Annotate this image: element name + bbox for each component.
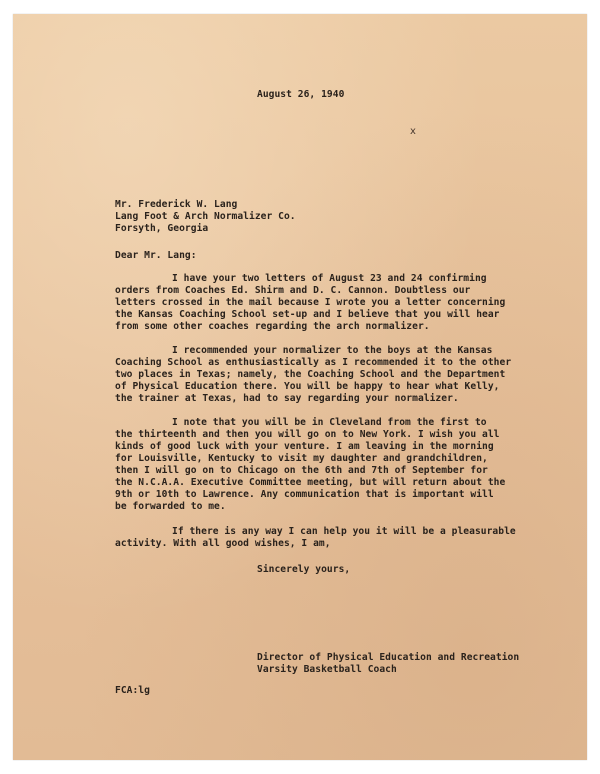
signature-title-2: Varsity Basketball Coach — [257, 664, 397, 675]
paragraph-3-line-7: 9th or 10th to Lawrence. Any communication that is important will — [115, 489, 494, 500]
recipient-company: Lang Foot & Arch Normalizer Co. — [115, 211, 296, 222]
paragraph-2-line-5: the trainer at Texas, had to say regarding your normalizer. — [115, 393, 459, 404]
paragraph-1-line-1: I have your two letters of August 23 and 24 confirming — [172, 273, 487, 284]
paragraph-1-line-5: from some other coaches regarding the arch normalizer. — [115, 321, 430, 332]
paragraph-2-line-2: Coaching School as enthusiastically as I recommended it to the other — [115, 357, 512, 368]
recipient-city: Forsyth, Georgia — [115, 223, 209, 234]
paragraph-2-line-3: two places in Texas; namely, the Coaching School and the Department — [115, 369, 506, 380]
letter-date: August 26, 1940 — [257, 89, 345, 100]
margin-mark: x — [410, 126, 416, 137]
salutation: Dear Mr. Lang: — [115, 250, 197, 261]
recipient-name: Mr. Frederick W. Lang — [115, 199, 238, 210]
paragraph-3-line-8: be forwarded to me. — [115, 501, 226, 512]
paragraph-1-line-3: letters crossed in the mail because I wrote you a letter concerning — [115, 297, 506, 308]
paragraph-2-line-1: I recommended your normalizer to the boys at the Kansas — [172, 345, 493, 356]
paragraph-1-line-4: the Kansas Coaching School set-up and I believe that you will hear — [115, 309, 500, 320]
paragraph-3-line-2: the thirteenth and then you will go on to New York. I wish you all — [115, 429, 500, 440]
paragraph-1-line-2: orders from Coaches Ed. Shirm and D. C. Cannon. Doubtless our — [115, 285, 471, 296]
paragraph-4-line-1: If there is any way I can help you it will be a pleasurable — [172, 526, 516, 537]
paragraph-4-line-2: activity. With all good wishes, I am, — [115, 538, 331, 549]
paragraph-3-line-1: I note that you will be in Cleveland from the first to — [172, 417, 487, 428]
closing: Sincerely yours, — [257, 564, 351, 575]
signature-title-1: Director of Physical Education and Recreation — [257, 652, 520, 663]
paragraph-3-line-4: for Louisville, Kentucky to visit my daughter and grandchildren, — [115, 453, 488, 464]
paragraph-2-line-4: of Physical Education there. You will be happy to hear what Kelly, — [115, 381, 500, 392]
paragraph-3-line-5: then I will go on to Chicago on the 6th and 7th of September for — [115, 465, 488, 476]
paragraph-3-line-3: kinds of good luck with your venture. I am leaving in the morning — [115, 441, 494, 452]
paragraph-3-line-6: the N.C.A.A. Executive Committee meeting, but will return about the — [115, 477, 506, 488]
typist-initials: FCA:lg — [115, 685, 150, 696]
